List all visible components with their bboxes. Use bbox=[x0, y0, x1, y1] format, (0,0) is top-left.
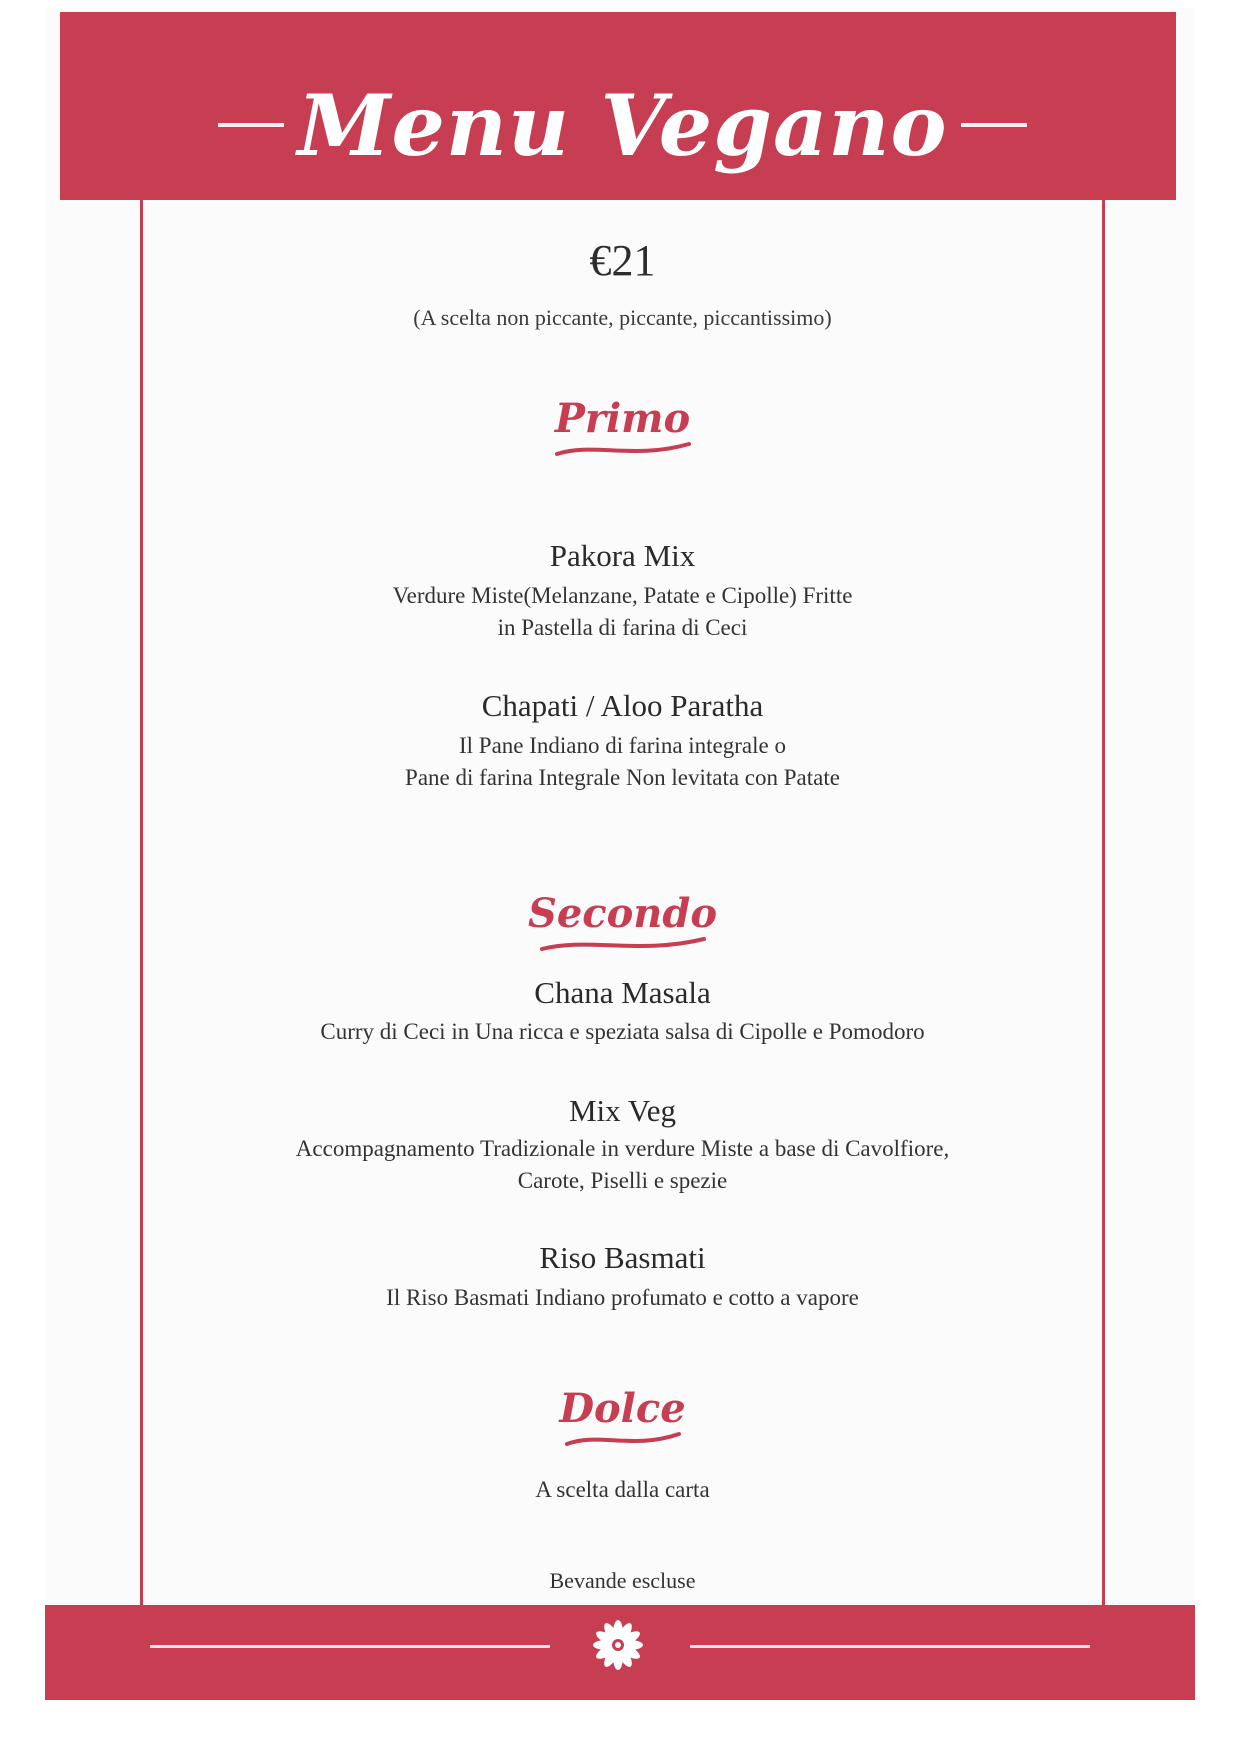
dish-description-line: Il Riso Basmati Indiano profumato e cotto a vapore bbox=[386, 1285, 859, 1310]
dish-description bbox=[140, 1474, 1105, 1506]
dish-description bbox=[140, 730, 1105, 794]
section-title: Primo bbox=[554, 395, 691, 442]
section-title: Secondo bbox=[527, 890, 718, 937]
footer-line-left bbox=[150, 1645, 550, 1648]
dish-name: Riso Basmati bbox=[539, 1240, 706, 1275]
dish-description-line: Pane di farina Integrale Non levitata con Patate bbox=[405, 765, 840, 790]
section-title: Dolce bbox=[559, 1385, 686, 1432]
dish-name: Chana Masala bbox=[534, 975, 711, 1010]
section-dolce bbox=[140, 1385, 1105, 1450]
dish-description-line: Il Pane Indiano di farina integrale o bbox=[459, 733, 786, 758]
dish-description bbox=[140, 1133, 1105, 1197]
spice-level-note: (A scelta non piccante, piccante, piccantissimo) bbox=[413, 305, 832, 330]
dish-description-line: Carote, Piselli e spezie bbox=[517, 1168, 728, 1193]
dish-description-line: Verdure Miste(Melanzane, Patate e Cipolle) Fritte bbox=[392, 583, 853, 608]
header bbox=[140, 60, 1105, 190]
dish-name: Chapati / Aloo Paratha bbox=[481, 688, 764, 723]
dish-description-line: Curry di Ceci in Una ricca e speziata salsa di Cipolle e Pomodoro bbox=[320, 1019, 925, 1044]
dish-name: Pakora Mix bbox=[549, 538, 696, 573]
dish-description bbox=[140, 1282, 1105, 1314]
dish-name: Mix Veg bbox=[568, 1093, 677, 1128]
section-secondo bbox=[140, 890, 1105, 955]
dish-description bbox=[140, 1016, 1105, 1048]
dish-description-line: Accompagnamento Tradizionale in verdure Miste a base di Cavolfiore, bbox=[295, 1136, 950, 1161]
menu-title: Menu Vegano bbox=[297, 75, 948, 175]
price: €21 bbox=[589, 236, 656, 285]
dish-description-line: A scelta dalla carta bbox=[535, 1477, 710, 1502]
drinks-excluded-note: Bevande escluse bbox=[549, 1568, 696, 1593]
section-primo bbox=[140, 395, 1105, 460]
title-dash-left bbox=[218, 123, 284, 127]
flower-ornament-icon bbox=[588, 1615, 648, 1675]
title-dash-right bbox=[961, 123, 1027, 127]
dish-description bbox=[140, 580, 1105, 644]
dish-description-line: in Pastella di farina di Ceci bbox=[497, 615, 748, 640]
footer-line-right bbox=[690, 1645, 1090, 1648]
